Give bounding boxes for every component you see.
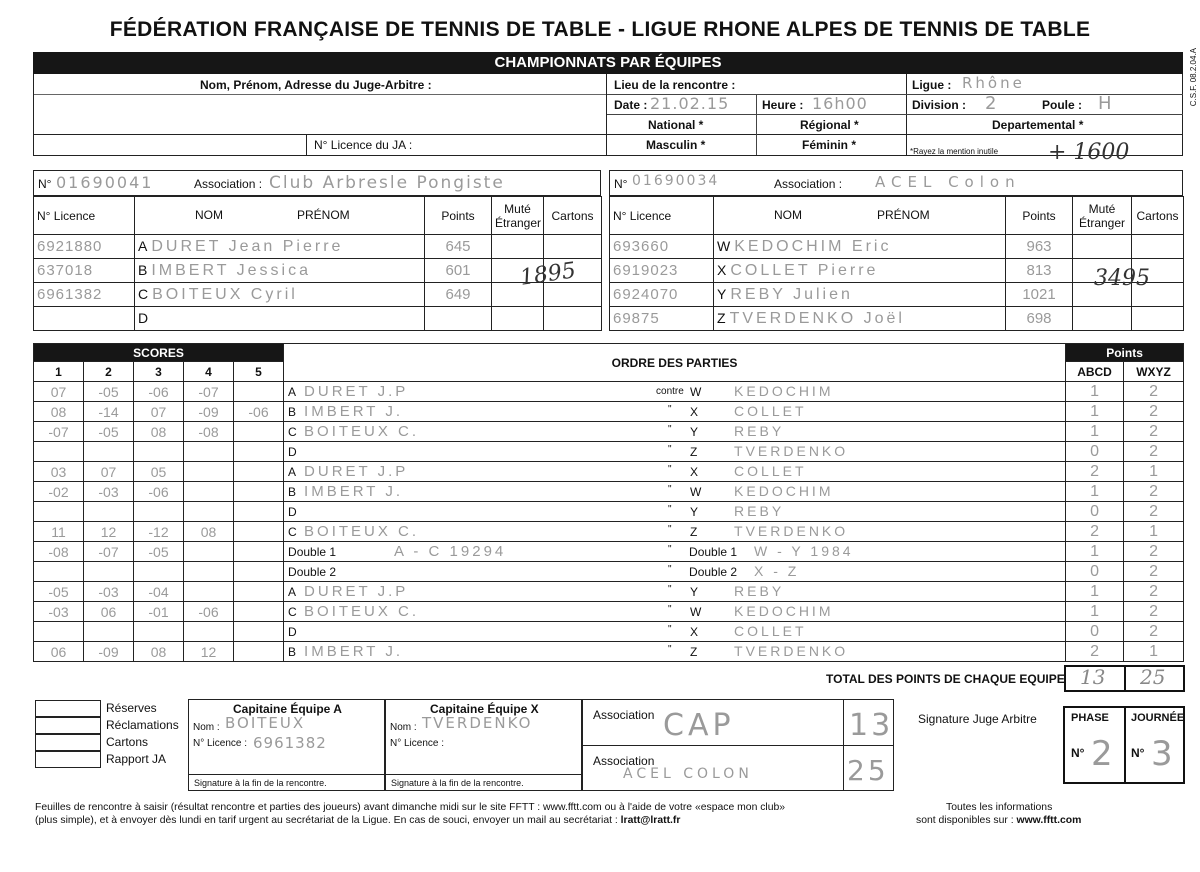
points-abcd: 0 [1066,442,1124,462]
points-abcd: 1 [1066,582,1124,602]
left-player-name: DURET J.P [304,383,409,400]
set-score [234,542,284,562]
set-score [234,522,284,542]
set-score [234,602,284,622]
player-letter: D [138,309,149,326]
player-licence: 693660 [610,235,714,259]
left-player-code: A [288,585,297,599]
right-player-code: Z [690,445,698,459]
set-score [134,562,184,582]
right-player-name: KEDOCHIM [734,603,834,619]
set-score [184,562,234,582]
set-score [134,502,184,522]
set-score: -08 [184,422,234,442]
set-score: -06 [184,602,234,622]
player-name: KEDOCHIM Eric [734,237,892,255]
set-score: -03 [34,602,84,622]
set-score [184,482,234,502]
points-abcd: 0 [1066,502,1124,522]
game-row: 03 07 05 A DURET J.P " X COLLET 2 1 [34,462,1184,482]
set-score: -09 [84,642,134,662]
team-a-player-row [34,307,602,331]
footer-line-1: Feuilles de rencontre à saisir (résultat rencontre et parties des joueurs) avant dimanche midi sur le site FFTT : www.fftt.com ou à l'aide de votre «espace mon club» [35,802,786,813]
left-player-code: D [288,625,297,639]
team-x-table: N° Licence NOM PRÉNOM Points Muté Étranger Cartons 693660 W KEDOCHIM Eric 963 6919023 X COLLET Pierre 813 6924070 Y REBY Julien 1021 69875 Z TVERDENKO Joël 698 [609,196,1184,331]
poule-value: H [1098,93,1115,114]
points-abcd: 2 [1066,462,1124,482]
right-player-name: REBY [734,583,785,599]
right-player-code: Y [690,585,699,599]
player-name: BOITEUX Cyril [152,285,298,303]
left-player-code: B [288,485,297,499]
set-score: -07 [84,542,134,562]
set-score: -04 [134,582,184,602]
rayez-note: *Rayez la mention inutile [910,147,999,156]
player-licence: 6961382 [34,283,135,307]
right-player-name: COLLET [734,623,807,639]
points-abcd: 2 [1066,642,1124,662]
legend-box[interactable] [35,700,101,717]
left-player-code: Double 2 [288,565,337,579]
set-score [134,622,184,642]
player-points: 963 [1006,235,1073,259]
set-score: -07 [184,382,234,402]
journee-value: 3 [1151,734,1176,774]
left-player-name: IMBERT J. [304,643,403,660]
legend-label: Réserves [106,701,157,715]
points-wxyz: 2 [1124,502,1184,522]
set-score: -01 [134,602,184,622]
fftt-link[interactable]: www.fftt.com [1016,815,1082,826]
lieu-label: Lieu de la rencontre : [614,78,736,92]
set-score: 08 [134,422,184,442]
left-player-name: BOITEUX C. [304,523,420,540]
set-score [184,442,234,462]
set-score: -07 [34,422,84,442]
game-row: D " Z TVERDENKO 0 2 [34,442,1184,462]
player-licence: 6924070 [610,283,714,307]
team-x-association: ACEL Colon [875,173,1021,191]
set-score: 08 [184,522,234,542]
set-score [234,482,284,502]
player-points [425,307,492,331]
points-header: Points [1066,344,1184,362]
total-label: TOTAL DES POINTS DE CHAQUE EQUIPE [826,672,1065,686]
left-player-code: B [288,405,297,419]
player-letter: X [717,261,727,278]
player-name: DURET Jean Pierre [151,237,344,255]
game-row: -05 -03 -04 A DURET J.P " Y REBY 1 2 [34,582,1184,602]
player-licence [34,307,135,331]
team-a-table: N° Licence NOM PRÉNOM Points Muté Étranger Cartons 6921880 A DURET Jean Pierre 645 637018 B IMBERT Jessica 601 6961382 C BOITEUX Cyril 649 D [33,196,602,331]
right-player-name: TVERDENKO [734,643,849,659]
points-wxyz: 1 [1124,522,1184,542]
set-score: 07 [84,462,134,482]
player-name: COLLET Pierre [730,261,879,279]
right-player-name: TVERDENKO [734,443,849,459]
set-score: 06 [34,642,84,662]
team-a-association: Club Arbresle Pongiste [269,173,505,193]
points-abcd: 0 [1066,562,1124,582]
legend-box[interactable] [35,734,101,751]
set-score: 07 [134,402,184,422]
date-label: Date : [614,98,648,112]
left-player-code: C [288,425,297,439]
right-player-name: REBY [734,423,785,439]
set-score: -05 [84,382,134,402]
team-a-player-row [34,283,602,307]
division-label: Division : [912,98,967,112]
game-row: 06 -09 08 12 B IMBERT J. " Z TVERDENKO 2 1 [34,642,1184,662]
form-subtitle: CHAMPIONNATS PAR ÉQUIPES [33,52,1183,74]
right-player-name: TVERDENKO [734,523,849,539]
points-abcd: 0 [1066,622,1124,642]
team-a-number: 01690041 [56,173,154,192]
judge-label: Nom, Prénom, Adresse du Juge-Arbitre : [200,78,432,92]
set-score: 11 [34,522,84,542]
games-table: SCORES ORDRE DES PARTIES Points 1 2 3 4 5 ABCD WXYZ 07 -05 -06 -07 A DURET J.P contre W KEDOCHIM 1 2 08 -14 07 -09 -06 B IMBERT J. " X COLLET 1 2 -07 -05 08 -08 C BOITEUX C. " Y REBY 1 2 D " Z TVERDENKO 0 2 03 07 05 A DURET J.P " X COLLET 2 1 -02 -03 -06 B IMBERT J. " W KEDOCHIM 1 2 D " Y REBY 0 2 11 12 -12 08 C BOITEUX C. " Z TVERDENKO 2 1 -08 -07 -05 Double 1 A - C 19294 " Double 1 W - Y 1984 1 2 Double 2 " Double 2 X - Z 0 2 -05 -03 -04 A DURET J.P " Y REBY 1 2 -03 06 -01 -06 C BOITEUX C. " W KEDOCHIM 1 2 D " X COLLET 0 2 06 -09 08 12 B IMBERT J. " Z TVERDENKO 2 1 [33,343,1184,662]
phase-journee-box: PHASE JOURNÉE N° N° 2 3 [1063,706,1185,784]
signature-ja-label: Signature Juge Arbitre [918,712,1037,726]
legend-box[interactable] [35,717,101,734]
left-player-name: BOITEUX C. [304,603,420,620]
left-player-code: Double 1 [288,545,337,559]
set-score: -12 [134,522,184,542]
set-score [34,502,84,522]
right-player-name: X - Z [754,563,800,579]
player-letter: C [138,285,149,302]
game-row [34,382,1184,402]
left-player-code: C [288,605,297,619]
set-score [234,422,284,442]
abcd-header: ABCD [1066,362,1124,382]
licence-ja-label: N° Licence du JA : [314,138,413,152]
player-name: IMBERT Jessica [151,261,312,279]
player-letter: Y [717,285,727,302]
right-player-code: Z [690,645,698,659]
left-player-code: B [288,645,297,659]
player-points: 649 [425,283,492,307]
game-row: 11 12 -12 08 C BOITEUX C. " Z TVERDENKO 2 1 [34,522,1184,542]
player-licence: 637018 [34,259,135,283]
departemental-label: Departemental * [992,118,1084,132]
division-value: 2 [985,93,1000,114]
team-x-player-row [610,307,1184,331]
date-value: 21.02.15 [650,94,730,113]
set-score [234,582,284,602]
total-a-value: 13 [1080,665,1106,689]
scores-header: SCORES [34,344,284,362]
left-player-code: A [288,465,297,479]
set-score: -06 [134,382,184,402]
right-player-name: KEDOCHIM [734,483,834,499]
right-player-code: X [690,625,699,639]
set-score [234,502,284,522]
set-score: 08 [34,402,84,422]
points-wxyz: 2 [1124,442,1184,462]
right-player-code: Y [690,505,699,519]
player-licence: 6919023 [610,259,714,283]
left-player-name: IMBERT J. [304,483,403,500]
set-score: -09 [184,402,234,422]
set-score [234,622,284,642]
set-score: 12 [184,642,234,662]
right-player-code: Z [690,525,698,539]
set-score [84,562,134,582]
player-name: TVERDENKO Joël [729,309,905,327]
team-a-total: 1895 [518,258,578,291]
legend-label: Rapport JA [106,752,167,766]
left-player-name: IMBERT J. [304,403,403,420]
left-player-code: C [288,525,297,539]
points-wxyz: 2 [1124,482,1184,502]
legend-box[interactable] [35,751,101,768]
set-score [184,462,234,482]
right-player-name: COLLET [734,463,807,479]
set-score [184,542,234,562]
player-letter: W [717,237,731,254]
legend-label: Cartons [106,735,149,749]
set-score: 05 [134,462,184,482]
player-points: 1021 [1006,283,1073,307]
team-a-player-row [34,259,602,283]
player-letter: A [138,237,148,254]
wxyz-header: WXYZ [1124,362,1184,382]
points-abcd: 1 [1066,402,1124,422]
set-score: -05 [134,542,184,562]
masculin-label: Masculin * [646,138,706,152]
left-player-code: D [288,505,297,519]
points-wxyz: 2 [1124,402,1184,422]
captain-a-box: Capitaine Équipe A Nom : BOITEUX N° Licence : 6961382 Signature à la fin de la rencontre. [188,699,385,791]
heure-label: Heure : [762,98,804,112]
points-abcd: 1 [1066,542,1124,562]
player-points: 601 [425,259,492,283]
points-abcd: 1 [1066,382,1124,402]
right-player-name: KEDOCHIM [734,383,834,399]
set-score: 07 [34,382,84,402]
footer-line-2: (plus simple), et à envoyer dès lundi en tarif urgent au secrétariat de la Ligue. En cas de souci, envoyer un mail au secrétariat : lratt@lratt.fr [35,815,681,826]
handwritten-total: + 1600 [1048,140,1130,165]
points-wxyz: 2 [1124,562,1184,582]
set-score: -05 [34,582,84,602]
national-label: National * [648,118,704,132]
phase-value: 2 [1091,734,1116,774]
set-score [234,642,284,662]
set-score: -08 [34,542,84,562]
poule-label: Poule : [1042,98,1083,112]
set-score [84,622,134,642]
team-a-header: N° 01690041 Association : Club Arbresle Pongiste [33,170,601,196]
player-points: 645 [425,235,492,259]
points-wxyz: 2 [1124,602,1184,622]
right-player-code: X [690,465,699,479]
game-row: -07 -05 08 -08 C BOITEUX C. " Y REBY 1 2 [34,422,1184,442]
points-wxyz: 2 [1124,542,1184,562]
set-score: -05 [84,422,134,442]
left-player-code: A [288,385,297,399]
points-abcd: 1 [1066,482,1124,502]
player-name: REBY Julien [730,285,853,303]
game-row: -03 06 -01 -06 C BOITEUX C. " W KEDOCHIM 1 2 [34,602,1184,622]
right-player-code: W [690,605,702,619]
player-licence: 69875 [610,307,714,331]
game-row: 08 -14 07 -09 -06 B IMBERT J. " X COLLET 1 2 [34,402,1184,422]
left-player-code: D [288,445,297,459]
set-score [234,462,284,482]
set-score [134,442,184,462]
captain-x-box: Capitaine Équipe X Nom : TVERDENKO N° Licence : Signature à la fin de la rencontre. [385,699,582,791]
right-player-code: Double 1 [689,545,738,559]
ligue-label: Ligue : [912,78,952,92]
right-player-code: Y [690,425,699,439]
right-player-code: Double 2 [689,565,738,579]
game-row: D " Y REBY 0 2 [34,502,1184,522]
form-code: C.S.F. 08.2.04.A [1189,48,1198,107]
right-player-code: W [690,485,702,499]
left-player-name: BOITEUX C. [304,423,420,440]
right-player-code: X [690,405,699,419]
player-licence: 6921880 [34,235,135,259]
set-score [34,622,84,642]
set-score: -03 [84,582,134,602]
heure-value: 16h00 [812,94,868,113]
contre-label: contre [656,386,684,397]
player-letter: Z [717,309,726,326]
set-score [234,382,284,402]
set-score: 06 [84,602,134,622]
set-score [84,502,134,522]
player-points: 698 [1006,307,1073,331]
team-a-player-row [34,235,602,259]
team-x-total: 3495 [1094,266,1150,291]
points-wxyz: 2 [1124,422,1184,442]
right-player-name: COLLET [734,403,807,419]
points-wxyz: 1 [1124,462,1184,482]
set-score [34,562,84,582]
game-row: Double 2 " Double 2 X - Z 0 2 [34,562,1184,582]
regional-label: Régional * [800,118,859,132]
footer-right-1: Toutes les informations [946,802,1053,813]
set-score: 03 [34,462,84,482]
player-points: 813 [1006,259,1073,283]
points-wxyz: 1 [1124,642,1184,662]
legend-label: Réclamations [106,718,179,732]
game-row: -08 -07 -05 Double 1 A - C 19294 " Double 1 W - Y 1984 1 2 [34,542,1184,562]
team-x-header: N° 01690034 Association : ACEL Colon [609,170,1183,196]
points-wxyz: 2 [1124,582,1184,602]
game-row: -02 -03 -06 B IMBERT J. " W KEDOCHIM 1 2 [34,482,1184,502]
set-score: -06 [134,482,184,502]
footer-right-2: sont disponibles sur : www.fftt.com [916,815,1082,826]
set-score: 08 [134,642,184,662]
ligue-value: Rhône [962,74,1025,92]
feminin-label: Féminin * [802,138,857,152]
set-score [184,582,234,602]
set-score: -06 [234,402,284,422]
set-score: -02 [34,482,84,502]
set-score [84,442,134,462]
right-player-name: REBY [734,503,785,519]
set-score [234,442,284,462]
set-score [184,622,234,642]
association-results: Association CAP 13 Association ACEL COLON 25 [582,699,894,791]
page-title: FÉDÉRATION FRANÇAISE DE TENNIS DE TABLE - LIGUE RHONE ALPES DE TENNIS DE TABLE [109,18,1091,41]
total-x-value: 25 [1140,665,1166,689]
set-score [34,442,84,462]
left-player-name: DURET J.P [304,463,409,480]
team-x-number: 01690034 [632,173,720,189]
points-wxyz: 2 [1124,622,1184,642]
ordre-header: ORDRE DES PARTIES [284,344,1066,382]
set-score: -03 [84,482,134,502]
right-player-name: W - Y 1984 [754,543,854,559]
right-player-code: W [690,385,702,399]
league-email[interactable]: lratt@lratt.fr [620,815,681,826]
left-player-name: DURET J.P [304,583,409,600]
team-x-player-row [610,235,1184,259]
set-score: -14 [84,402,134,422]
points-abcd: 1 [1066,422,1124,442]
set-score [234,562,284,582]
game-row: D " X COLLET 0 2 [34,622,1184,642]
set-score [184,502,234,522]
player-letter: B [138,261,148,278]
left-player-name: A - C 19294 [394,543,507,560]
points-abcd: 1 [1066,602,1124,622]
set-score: 12 [84,522,134,542]
points-abcd: 2 [1066,522,1124,542]
points-wxyz: 2 [1124,382,1184,402]
